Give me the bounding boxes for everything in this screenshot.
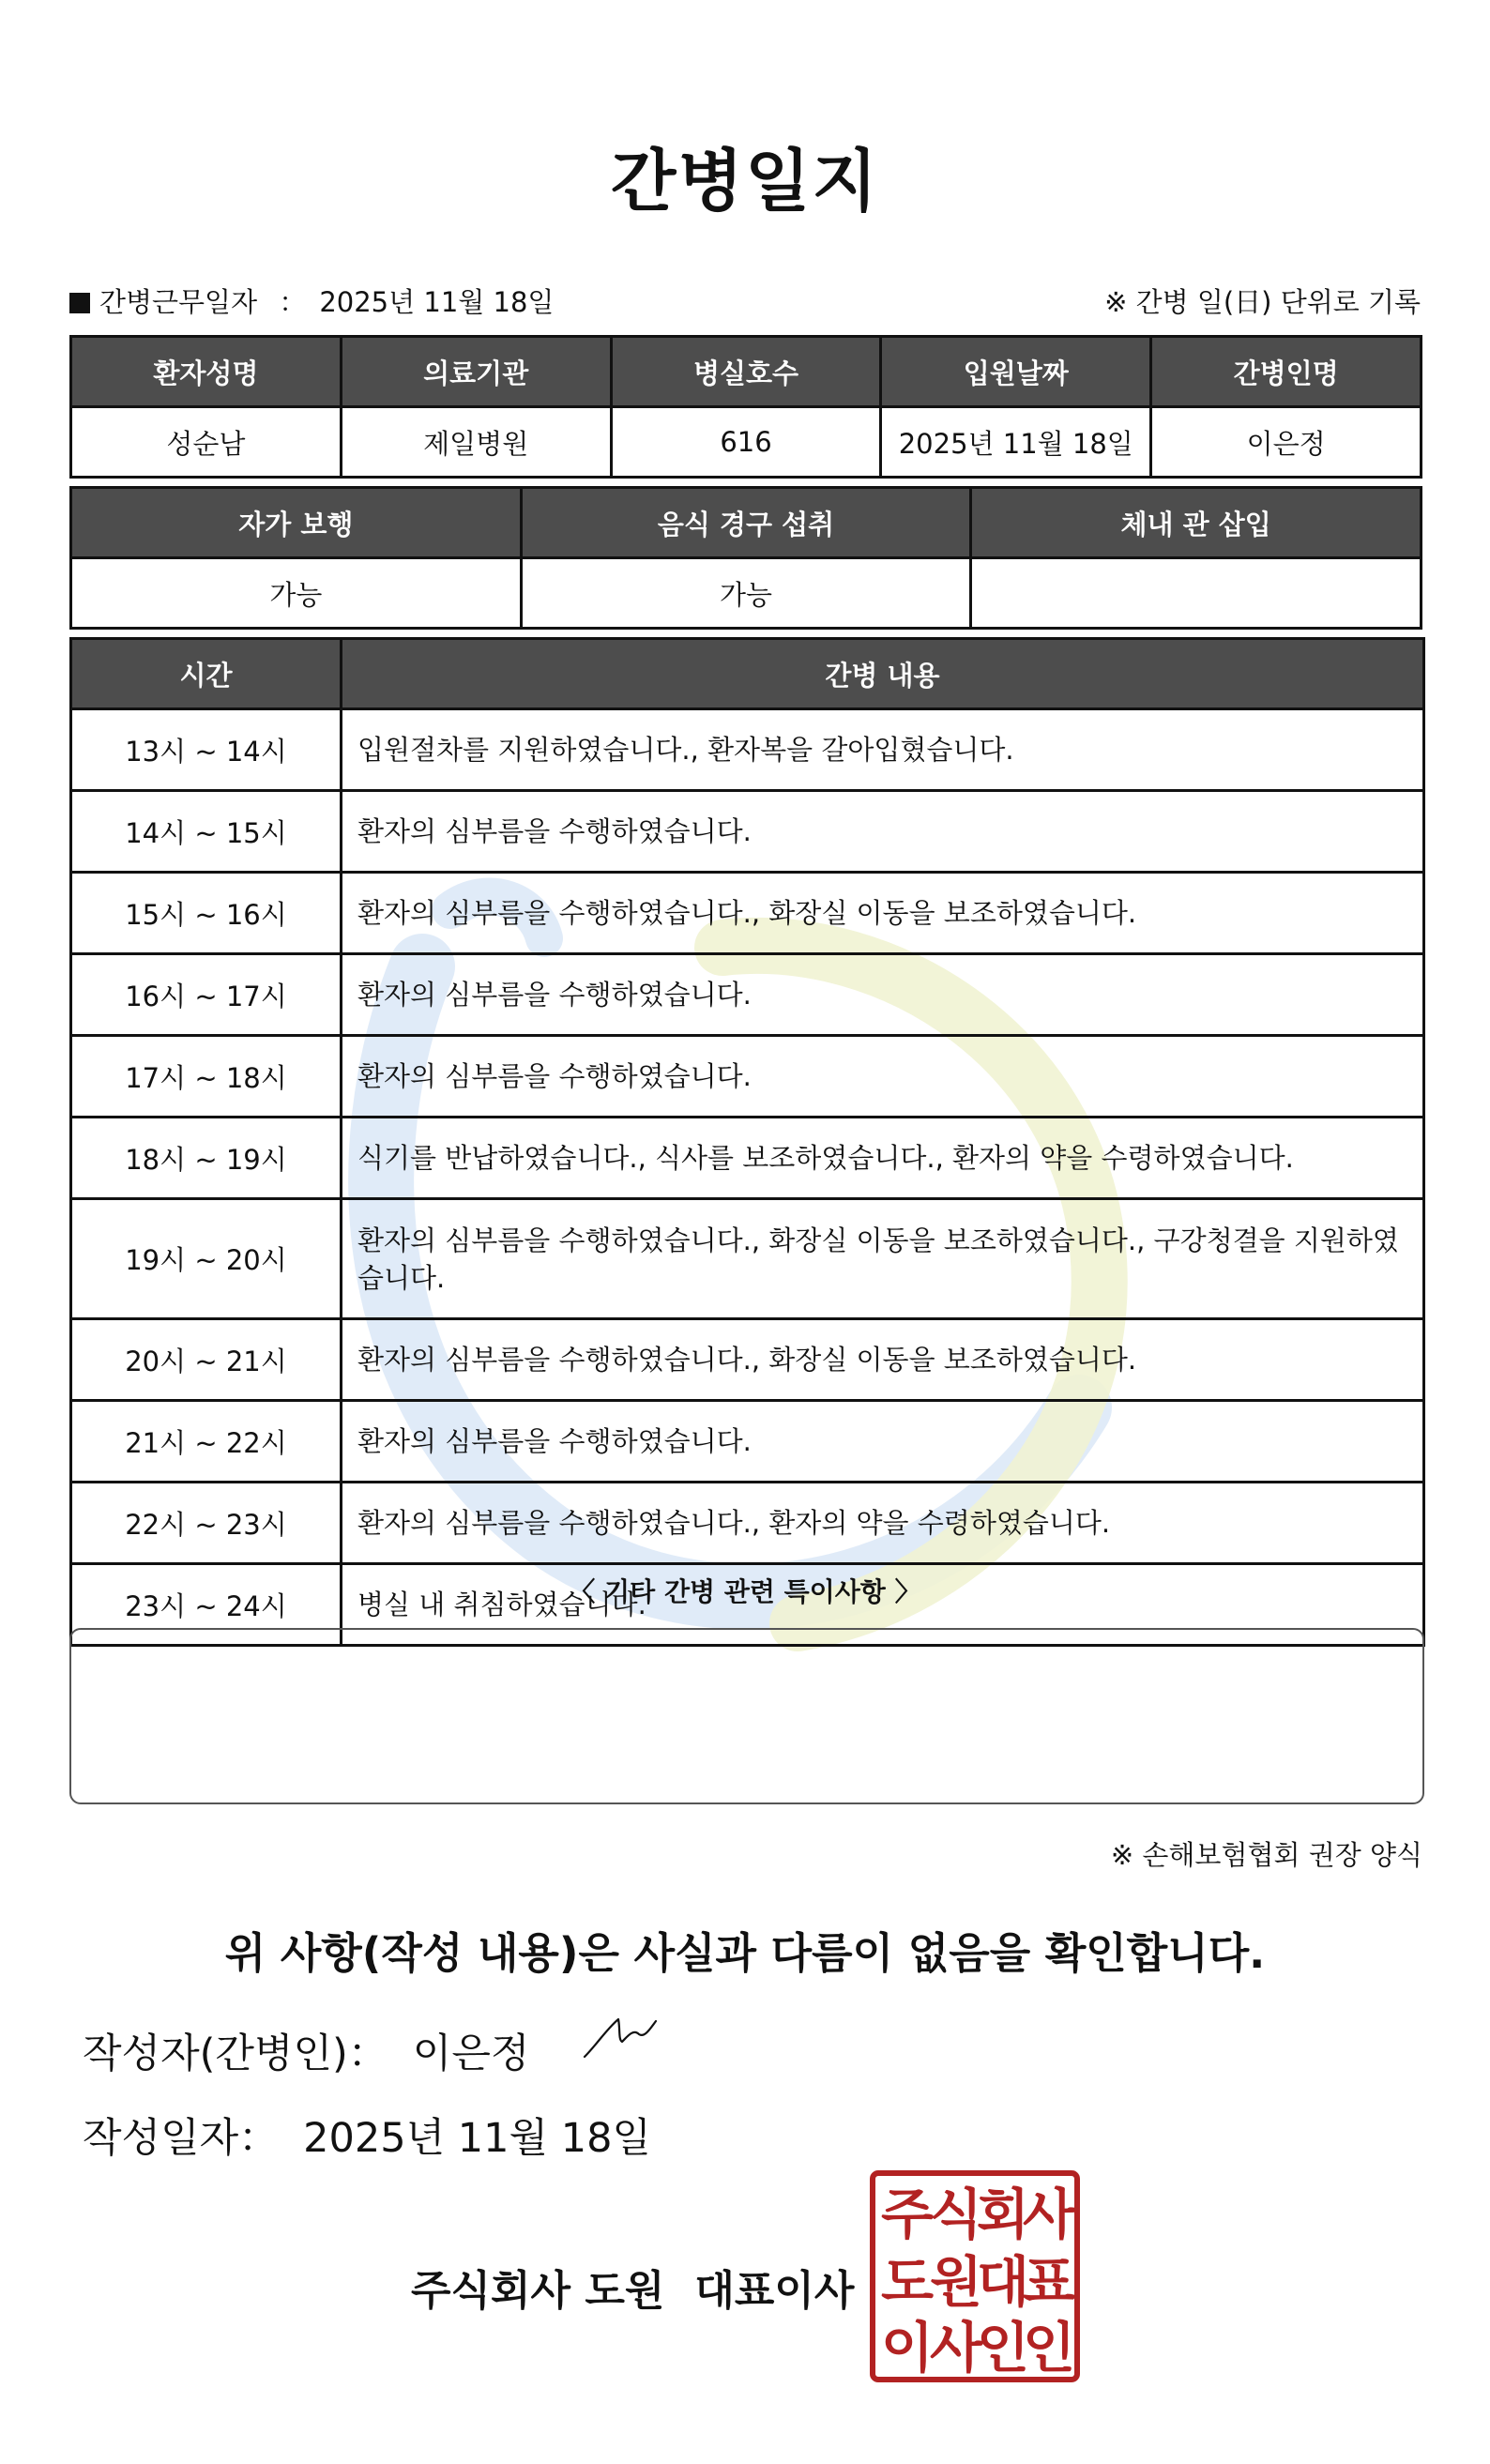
svg-text:회: 회 <box>976 2183 1030 2246</box>
svg-text:표: 표 <box>1022 2250 1076 2314</box>
writer-label: 작성자(간병인)： <box>83 2031 388 2077</box>
patient-name: 성순남 <box>71 407 342 478</box>
walking-value: 가능 <box>71 558 522 629</box>
header-room: 병실호수 <box>611 337 881 407</box>
header-time: 시간 <box>71 639 342 709</box>
log-content: 환자의 심부름을 수행하였습니다. <box>342 1036 1424 1118</box>
log-time: 22시 ~ 23시 <box>71 1483 342 1564</box>
log-content: 환자의 심부름을 수행하였습니다., 환자의 약을 수령하였습니다. <box>342 1483 1424 1564</box>
header-care-content: 간병 내용 <box>342 639 1424 709</box>
tube-insertion-value <box>971 558 1422 629</box>
work-date-sep: ： <box>279 286 307 318</box>
square-bullet-icon <box>69 293 90 313</box>
patient-condition-table <box>69 486 1422 630</box>
special-notes-box <box>69 1628 1424 1804</box>
written-date-label: 작성일자： <box>83 2115 280 2162</box>
svg-text:식: 식 <box>929 2183 983 2246</box>
confirmation-statement: 위 사항(작성 내용)은 사실과 다름이 없음을 확인합니다. <box>224 1928 1266 1978</box>
log-time: 14시 ~ 15시 <box>71 791 342 873</box>
table-row <box>71 791 1424 873</box>
log-time: 18시 ~ 19시 <box>71 1118 342 1199</box>
admission-date: 2025년 11월 18일 <box>881 407 1151 478</box>
log-time: 19시 ~ 20시 <box>71 1199 342 1319</box>
svg-text:대: 대 <box>976 2250 1030 2314</box>
table-row <box>71 1319 1424 1401</box>
log-content: 환자의 심부름을 수행하였습니다., 화장실 이동을 보조하였습니다. <box>342 1319 1424 1401</box>
care-log-table <box>69 637 1425 1647</box>
svg-text:이: 이 <box>880 2316 935 2380</box>
log-time: 21시 ~ 22시 <box>71 1401 342 1483</box>
record-note: ※ 간병 일(日) 단위로 기록 <box>1104 286 1421 318</box>
table-row <box>71 558 1422 629</box>
writer-row <box>83 2022 529 2079</box>
log-time: 13시 ~ 14시 <box>71 709 342 791</box>
header-tube-insertion: 체내 관 삽입 <box>971 488 1422 558</box>
recommend-note: ※ 손해보험협회 권장 양식 <box>1110 1839 1422 1871</box>
log-time: 17시 ~ 18시 <box>71 1036 342 1118</box>
svg-text:사: 사 <box>929 2316 983 2380</box>
written-date-row <box>83 2107 651 2164</box>
table-header-row <box>71 488 1422 558</box>
header-patient-name: 환자성명 <box>71 337 342 407</box>
log-time: 15시 ~ 16시 <box>71 873 342 954</box>
table-row <box>71 407 1422 478</box>
table-row <box>71 873 1424 954</box>
table-header-row <box>71 337 1422 407</box>
header-hospital: 의료기관 <box>341 337 611 407</box>
log-content: 식기를 반납하였습니다., 식사를 보조하였습니다., 환자의 약을 수령하였습니다. <box>342 1118 1424 1199</box>
svg-text:도: 도 <box>880 2250 935 2314</box>
log-time: 23시 ~ 24시 <box>71 1564 342 1646</box>
log-content: 환자의 심부름을 수행하였습니다. <box>342 1401 1424 1483</box>
log-content: 병실 내 취침하였습니다. <box>342 1564 1424 1646</box>
log-time: 20시 ~ 21시 <box>71 1319 342 1401</box>
table-row <box>71 1483 1424 1564</box>
company-name: 주식회사 도원 <box>411 2267 665 2315</box>
table-row <box>71 1118 1424 1199</box>
caregiver-name: 이은정 <box>1151 407 1422 478</box>
header-admission-date: 입원날짜 <box>881 337 1151 407</box>
table-row <box>71 1036 1424 1118</box>
hospital-name: 제일병원 <box>341 407 611 478</box>
log-content: 입원절차를 지원하였습니다., 환자복을 갈아입혔습니다. <box>342 709 1424 791</box>
svg-text:주: 주 <box>880 2183 935 2246</box>
table-header-row <box>71 639 1424 709</box>
patient-info-table <box>69 335 1422 479</box>
special-notes-title: 〈 기타 간병 관련 특이사항 〉 <box>569 1576 921 1607</box>
work-date-label: 간병근무일자 <box>99 286 258 318</box>
log-content: 환자의 심부름을 수행하였습니다., 화장실 이동을 보조하였습니다. <box>342 873 1424 954</box>
header-oral-intake: 음식 경구 섭취 <box>521 488 971 558</box>
room-number: 616 <box>611 407 881 478</box>
company-signature <box>411 2257 854 2317</box>
header-walking: 자가 보행 <box>71 488 522 558</box>
written-date-value: 2025년 11월 18일 <box>303 2115 651 2162</box>
table-row <box>71 709 1424 791</box>
svg-text:인: 인 <box>1022 2316 1076 2380</box>
header-caregiver: 간병인명 <box>1151 337 1422 407</box>
writer-name: 이은정 <box>412 2031 530 2077</box>
table-row <box>71 1199 1424 1319</box>
log-time: 16시 ~ 17시 <box>71 954 342 1036</box>
signature-scribble <box>577 2008 661 2064</box>
table-row <box>71 1401 1424 1483</box>
log-content: 환자의 심부름을 수행하였습니다., 화장실 이동을 보조하였습니다., 구강청결을 지원하였습니다. <box>342 1199 1424 1319</box>
meta-row <box>69 281 1421 319</box>
work-date <box>69 281 554 320</box>
svg-text:원: 원 <box>929 2250 983 2314</box>
oral-intake-value: 가능 <box>521 558 971 629</box>
log-content: 환자의 심부름을 수행하였습니다. <box>342 954 1424 1036</box>
page-title: 간병일지 <box>610 142 880 221</box>
work-date-value: 2025년 11월 18일 <box>319 286 555 318</box>
company-role: 대표이사 <box>694 2267 855 2315</box>
company-seal-stamp <box>869 2169 1081 2383</box>
svg-text:사: 사 <box>1022 2183 1076 2246</box>
svg-text:인: 인 <box>976 2316 1030 2380</box>
log-content: 환자의 심부름을 수행하였습니다. <box>342 791 1424 873</box>
table-row <box>71 954 1424 1036</box>
